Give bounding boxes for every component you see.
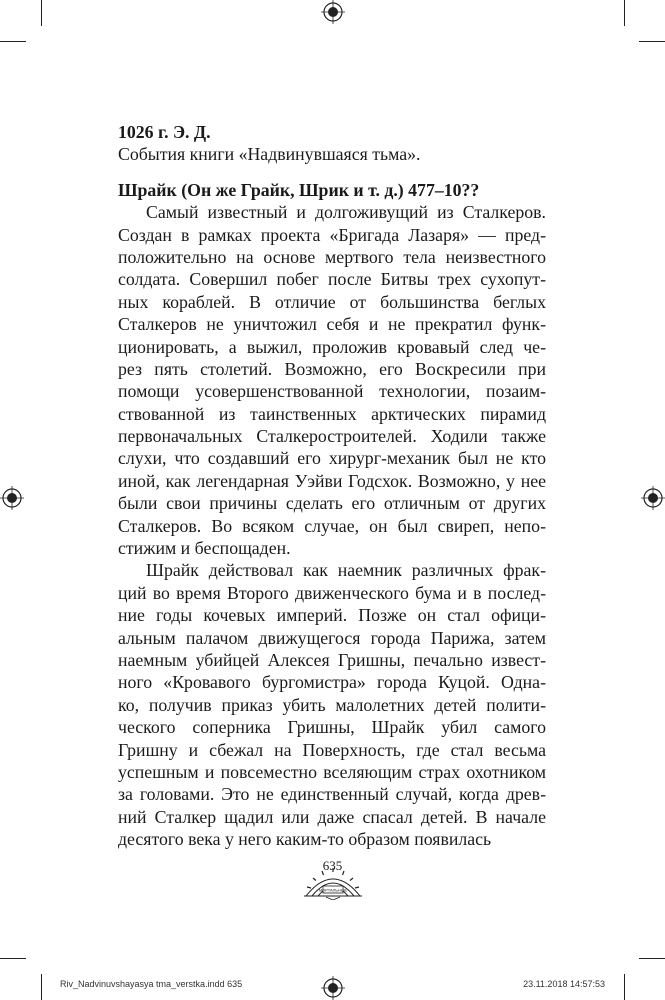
text-line: десятого века у него каким-то образом появилась [118,829,492,850]
crop-mark-bottom-right [624,974,625,1000]
crop-mark-top-left-h [0,41,26,42]
text-line: ко, получив приказ убить малолетних детей полити- [118,694,546,715]
crop-mark-top-right [624,0,625,26]
book-emblem-icon [302,866,364,900]
text-line: ных кораблей. В отличие от большинства беглых [118,291,546,312]
text-line: положительно на основе мертвого тела неизвестного [118,246,546,267]
registration-mark-icon [0,486,24,510]
text-line: Шрайк действовал как наемник различных фрак- [146,560,546,581]
crop-mark-bottom-left-h [0,958,26,959]
slug-date: 23.11.2018 14:57:53 [523,979,605,989]
text-line: ционировать, а выжил, проложив кровавый след че- [118,336,546,357]
text-line: ций во время Второго движенческого бума и в послед- [118,582,546,603]
text-line: ствованной из таинственных арктических пирамид [118,403,546,424]
text-line: помощи усовершенствованной технологии, позаим- [118,381,546,402]
text-line: наемным убийцей Алексея Гришны, печально извест- [118,649,546,670]
text-line: ного «Кровавого бургомистра» города Куцой. Одна- [118,672,546,693]
text-line: солдата. Совершил побег после Битвы трех сухопут- [118,269,546,290]
paragraph [118,559,546,850]
text-line: рез пять столетий. Возможно, его Воскресили при [118,358,546,379]
text-line: События книги «Надвинувшаяся тьма». [118,144,421,165]
svg-text:МОРТАЛЬНЫЕ: МОРТАЛЬНЫЕ [318,887,348,893]
registration-mark-icon [321,0,345,24]
text-line: Самый известный и долгоживущий из Сталкеров. [146,202,546,223]
paragraph [118,143,546,165]
text-line: Шрайк (Он же Грайк, Шрик и т. д.) 477–10?? [118,179,480,200]
text-line: Сталкеров не уничтожил себя и не прекратил функ- [118,314,546,335]
text-line: Создан в рамках проекта «Бригада Лазаря» — пред- [118,224,546,245]
text-line: 1026 г. Э. Д. [118,122,211,142]
registration-mark-icon [321,976,345,1000]
crop-mark-bottom-right-h [639,958,665,959]
registration-mark-icon [641,486,665,510]
text-line: за головами. Это не единственный случай, когда древ- [118,784,546,805]
text-line: первоначальных Сталкеростроителей. Ходили также [118,426,546,447]
paragraph [118,201,546,559]
entry-heading [118,121,546,143]
text-line: успешным и повсеместно вселяющим страх охотником [118,761,546,782]
crop-mark-top-left [41,0,42,26]
page-number: 635 [322,858,343,873]
crop-mark-bottom-left [41,974,42,1000]
text-line: ческого соперника Гришны, Шрайк убил самого [118,717,546,738]
text-line: стижим и беспощаден. [118,538,291,559]
text-line: ние годы кочевых империй. Позже он стал офици- [118,605,546,626]
page-body-text [118,121,546,851]
entry-heading [118,179,546,201]
slug-file-name: Riv_Nadvinuvshayasya tma_verstka.indd 635 [60,979,243,989]
text-line: Гришну и сбежал на Поверхность, где стал весьма [118,739,546,760]
text-line: были свои причины сделать его отличным от других [118,493,546,514]
paragraph-gap [118,166,546,179]
text-line: ний Сталкер щадил или даже спасал детей. В начале [118,806,546,827]
text-line: Сталкеров. Во всяком случае, он был свиреп, непо- [118,515,546,536]
text-line: слухи, что создавший его хирург-механик был не кто [118,448,546,469]
text-line: иной, как легендарная Уэйви Годсхок. Возможно, у нее [118,470,546,491]
crop-mark-top-right-h [639,41,665,42]
text-line: альным палачом движущегося города Парижа, затем [118,627,546,648]
